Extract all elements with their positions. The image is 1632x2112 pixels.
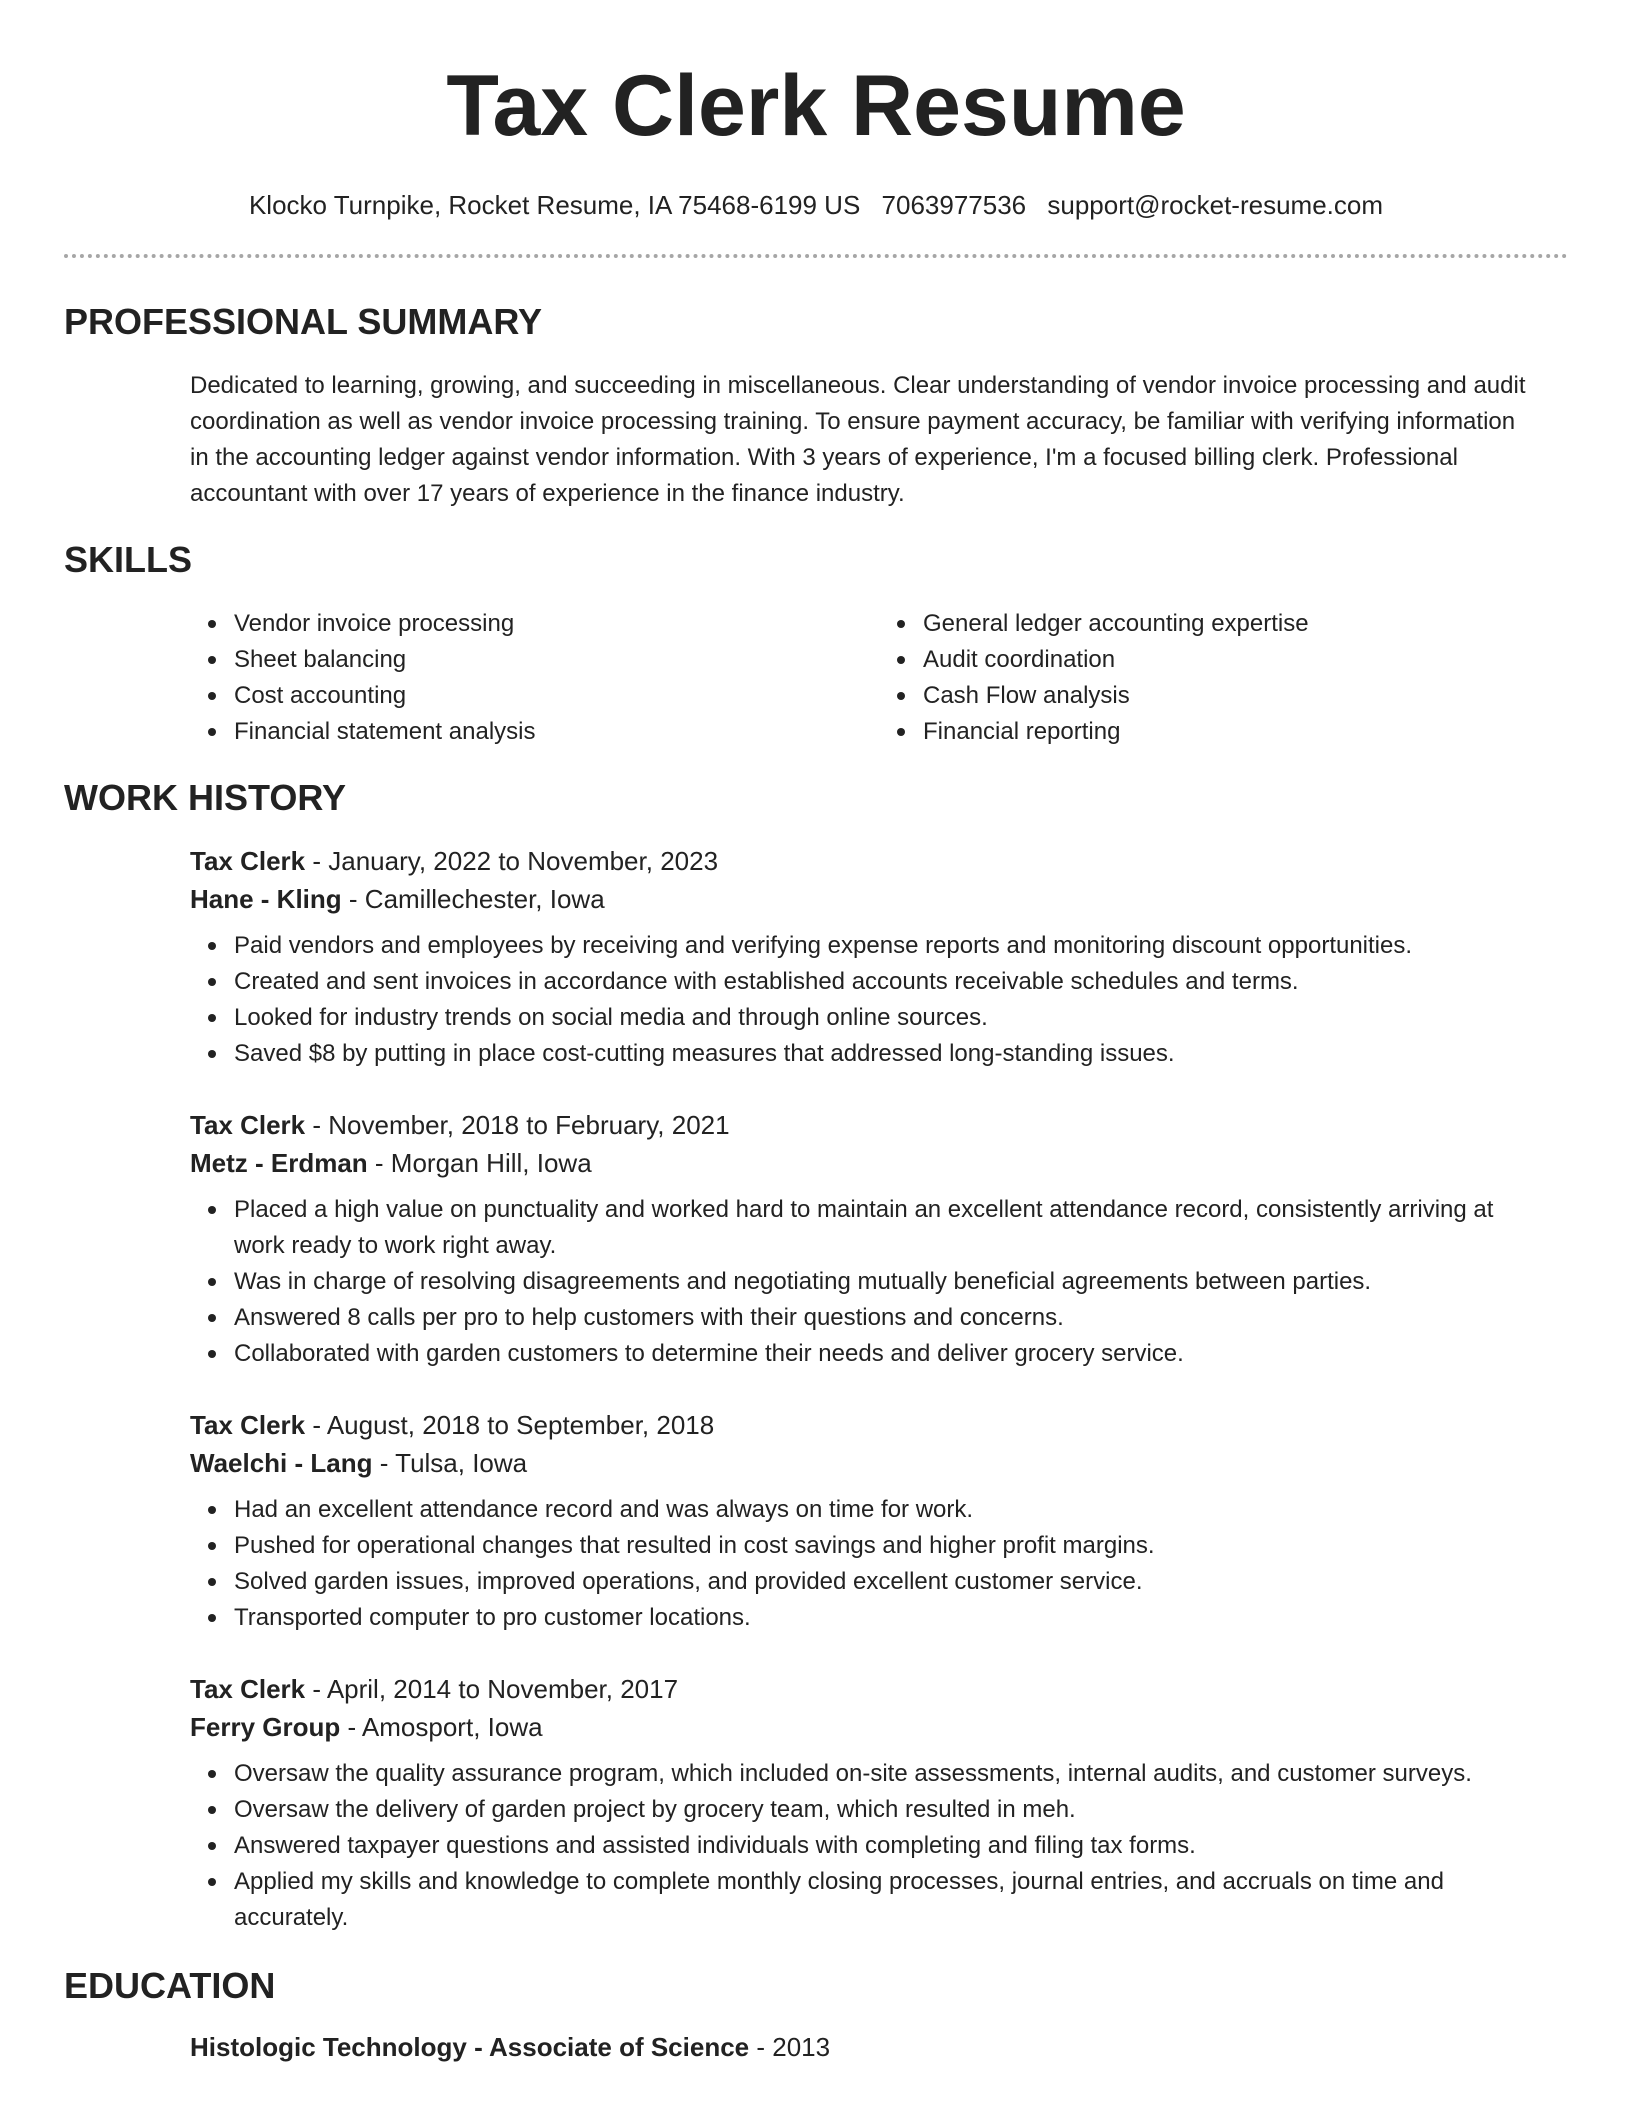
work-heading: WORK HISTORY	[64, 777, 347, 818]
skill-item: Financial reporting	[923, 714, 1568, 750]
skill-item: Financial statement analysis	[234, 714, 879, 750]
job-location: - Tulsa, Iowa	[379, 1448, 528, 1478]
job-bullets	[190, 1492, 1568, 1636]
list-item: Created and sent invoices in accordance with established accounts receivable schedules and terms.	[234, 964, 1568, 1000]
job-title: Tax Clerk	[190, 1674, 306, 1704]
contact-line	[64, 190, 1568, 220]
skills-heading: SKILLS	[64, 539, 193, 580]
job-company: Ferry Group	[190, 1712, 341, 1742]
job-company-line	[190, 1708, 1568, 1746]
job-location: - Amosport, Iowa	[347, 1712, 543, 1742]
education-heading: EDUCATION	[64, 1965, 276, 2006]
contact-address: Klocko Turnpike, Rocket Resume, IA 75468-6199 US	[248, 190, 861, 220]
list-item: Oversaw the quality assurance program, which included on-site assessments, internal audits, and customer surveys.	[234, 1756, 1528, 1792]
skill-item: Sheet balancing	[234, 642, 879, 678]
job-title-line	[190, 842, 1568, 880]
header-divider	[64, 254, 1568, 258]
list-item: Paid vendors and employees by receiving and verifying expense reports and monitoring discount opportunities.	[234, 928, 1568, 964]
summary-text: Dedicated to learning, growing, and succeeding in miscellaneous. Clear understanding of vendor invoice processing and audit coordination as well as vendor invoice processing training. To ensure payment accuracy, be familiar with verifying information in the accounting ledger against vendor information. With 3 years of experience, I'm a focused billing clerk. Professional accountant with over 17 years of experience in the finance industry.	[190, 372, 1526, 507]
list-item: Had an excellent attendance record and was always on time for work.	[234, 1492, 1568, 1528]
job-dates: - April, 2014 to November, 2017	[312, 1674, 679, 1704]
skill-item: Vendor invoice processing	[234, 606, 879, 642]
resume-title: Tax Clerk Resume	[446, 58, 1186, 154]
summary-heading: PROFESSIONAL SUMMARY	[64, 301, 543, 342]
job-company: Hane - Kling	[190, 884, 342, 914]
contact-email: support@rocket-resume.com	[1047, 190, 1384, 220]
job-location: - Camillechester, Iowa	[348, 884, 605, 914]
job-dates: - November, 2018 to February, 2021	[312, 1110, 730, 1140]
resume-page	[64, 0, 1568, 2066]
job-entry	[190, 1106, 1568, 1372]
contact-phone: 7063977536	[881, 190, 1027, 220]
job-location: - Morgan Hill, Iowa	[374, 1148, 592, 1178]
skill-item: Cost accounting	[234, 678, 879, 714]
job-company: Metz - Erdman	[190, 1148, 368, 1178]
skills-list	[190, 606, 1568, 750]
list-item: Applied my skills and knowledge to complete monthly closing processes, journal entries, and accruals on time and accurately.	[234, 1864, 1528, 1936]
education-year: - 2013	[756, 2032, 831, 2062]
skill-item: General ledger accounting expertise	[923, 606, 1568, 642]
job-entry	[190, 1670, 1568, 1936]
list-item: Solved garden issues, improved operations, and provided excellent customer service.	[234, 1564, 1568, 1600]
job-title: Tax Clerk	[190, 1410, 306, 1440]
list-item: Transported computer to pro customer locations.	[234, 1600, 1568, 1636]
list-item: Collaborated with garden customers to determine their needs and deliver grocery service.	[234, 1336, 1548, 1372]
job-company-line	[190, 1144, 1568, 1182]
job-title: Tax Clerk	[190, 1110, 306, 1140]
skill-item: Audit coordination	[923, 642, 1568, 678]
job-title-line	[190, 1106, 1568, 1144]
job-company: Waelchi - Lang	[190, 1448, 373, 1478]
job-dates: - August, 2018 to September, 2018	[312, 1410, 715, 1440]
list-item: Oversaw the delivery of garden project by grocery team, which resulted in meh.	[234, 1792, 1528, 1828]
list-item: Saved $8 by putting in place cost-cutting measures that addressed long-standing issues.	[234, 1036, 1568, 1072]
job-entry	[190, 1406, 1568, 1636]
job-bullets	[190, 1192, 1548, 1372]
education-degree-line	[190, 2028, 1568, 2066]
education-entry	[190, 2028, 1568, 2066]
job-bullets	[190, 928, 1568, 1072]
job-company-line	[190, 880, 1568, 918]
list-item: Looked for industry trends on social media and through online sources.	[234, 1000, 1568, 1036]
list-item: Pushed for operational changes that resulted in cost savings and higher profit margins.	[234, 1528, 1568, 1564]
skill-item: Cash Flow analysis	[923, 678, 1568, 714]
job-bullets	[190, 1756, 1528, 1936]
list-item: Answered 8 calls per pro to help customers with their questions and concerns.	[234, 1300, 1548, 1336]
skills-column-left	[190, 606, 879, 750]
list-item: Answered taxpayer questions and assisted individuals with completing and filing tax forms.	[234, 1828, 1528, 1864]
job-title-line	[190, 1670, 1568, 1708]
job-entry	[190, 842, 1568, 1072]
list-item: Was in charge of resolving disagreements and negotiating mutually beneficial agreements between parties.	[234, 1264, 1548, 1300]
job-dates: - January, 2022 to November, 2023	[312, 846, 719, 876]
list-item: Placed a high value on punctuality and worked hard to maintain an excellent attendance record, consistently arriving at work ready to work right away.	[234, 1192, 1548, 1264]
skills-column-right	[879, 606, 1568, 750]
job-title: Tax Clerk	[190, 846, 306, 876]
education-degree: Histologic Technology - Associate of Science	[190, 2032, 750, 2062]
job-title-line	[190, 1406, 1568, 1444]
job-company-line	[190, 1444, 1568, 1482]
